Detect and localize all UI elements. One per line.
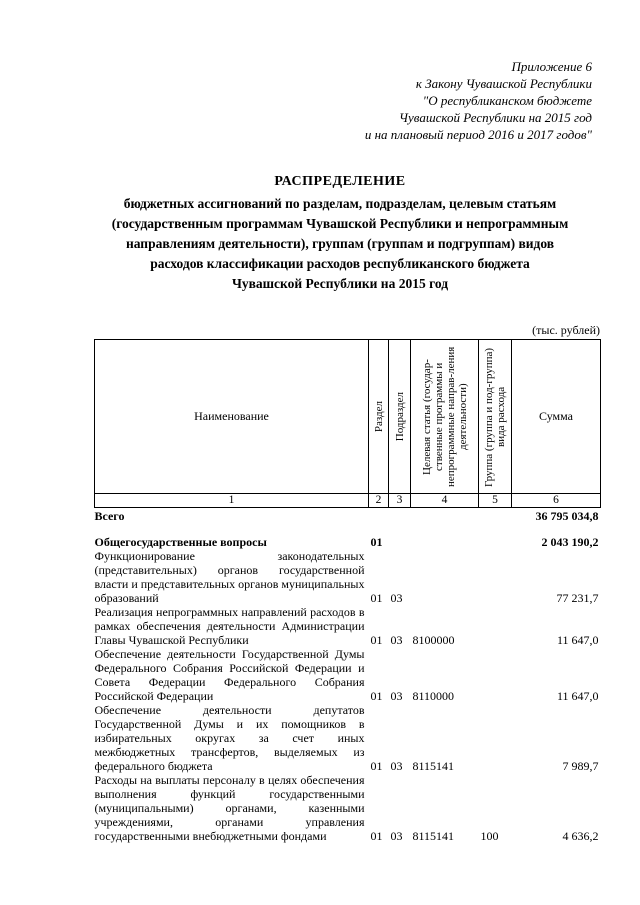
appendix-line: "О республиканском бюджете — [422, 93, 592, 108]
row-podrazdel: 03 — [390, 829, 403, 843]
row-name: Обеспечение деятельности депутатов Государственной Думы и их помощников в избирательных округах за счет иных межбюджетных трансфертов, выделяемых из федерального бюджета — [94, 703, 365, 773]
subtitle-line: (государственным программам Чувашской Республики и непрограммным — [111, 216, 569, 231]
row-razdel: 01 — [370, 829, 383, 843]
row-target: 8110000 — [412, 689, 455, 703]
row-podrazdel: 03 — [390, 591, 403, 605]
table-row — [95, 703, 601, 773]
row-name: Обеспечение деятельности Государственной Думы Федерального Собрания Российской Федерации и Совета Федерации Федерального Собрания Российской Федерации — [94, 647, 365, 703]
row-podrazdel: 03 — [390, 759, 403, 773]
table-row — [95, 647, 601, 703]
header-group: Группа (группа и под-группа) вида расхода — [479, 340, 512, 494]
header-row — [95, 340, 601, 494]
table-row — [95, 773, 601, 843]
column-number: 2 — [369, 494, 389, 508]
appendix-note — [292, 58, 592, 143]
units-label: (тыс. рублей) — [532, 323, 600, 337]
column-number: 4 — [411, 494, 479, 508]
row-razdel: 01 — [370, 633, 383, 647]
column-number: 3 — [389, 494, 411, 508]
row-sum: 7 989,7 — [562, 759, 599, 773]
column-number: 6 — [512, 494, 601, 508]
row-razdel: 01 — [370, 591, 383, 605]
appendix-line: Чувашской Республики на 2015 год — [399, 110, 592, 125]
table-row — [95, 549, 601, 605]
header-subsection: Подраздел — [389, 340, 411, 494]
row-group — [479, 605, 512, 647]
row-group — [479, 549, 512, 605]
row-razdel: 01 — [370, 759, 383, 773]
column-number: 1 — [95, 494, 369, 508]
row-target: 8115141 — [412, 829, 455, 843]
row-name: Функционирование законодательных (представительных) органов государственной власти и представительных органов муниципальных образований — [94, 549, 365, 605]
column-number-row — [95, 494, 601, 508]
appendix-line: и на плановый период 2016 и 2017 годов" — [364, 127, 592, 142]
document-subtitle — [80, 194, 600, 294]
row-target: 8100000 — [412, 633, 455, 647]
table-row — [95, 605, 601, 647]
section-label: Общегосударственные вопросы — [94, 535, 267, 549]
row-sum: 11 647,0 — [556, 633, 599, 647]
total-sum: 36 795 034,8 — [535, 509, 599, 523]
header-sum: Сумма — [512, 340, 601, 494]
row-sum: 77 231,7 — [556, 591, 599, 605]
header-section: Раздел — [369, 340, 389, 494]
subtitle-line: Чувашской Республики на 2015 год — [231, 276, 449, 291]
appendix-line: Приложение 6 — [511, 59, 592, 74]
header-target: Целевая статья (государ-ственные программы и непрограммные направ-ления деятельности) — [411, 340, 479, 494]
row-group — [479, 703, 512, 773]
row-group: 100 — [480, 829, 499, 843]
section-razdel: 01 — [370, 535, 383, 549]
row-sum: 4 636,2 — [562, 829, 599, 843]
row-target: 8115141 — [412, 759, 455, 773]
row-podrazdel: 03 — [390, 633, 403, 647]
section-sum: 2 043 190,2 — [541, 535, 599, 549]
row-sum: 11 647,0 — [556, 689, 599, 703]
document-title: РАСПРЕДЕЛЕНИЕ — [274, 174, 406, 189]
column-number: 5 — [479, 494, 512, 508]
row-name: Реализация непрограммных направлений расходов в рамках обеспечения деятельности Администрации Главы Чувашской Республики — [94, 605, 365, 647]
row-razdel: 01 — [370, 689, 383, 703]
budget-table — [94, 339, 601, 843]
row-podrazdel: 03 — [390, 689, 403, 703]
appendix-line: к Закону Чувашской Республики — [415, 76, 592, 91]
header-name: Наименование — [95, 340, 369, 494]
total-label: Всего — [94, 509, 125, 523]
section-row — [95, 535, 601, 549]
row-target — [411, 549, 479, 605]
row-group — [479, 647, 512, 703]
subtitle-line: бюджетных ассигнований по разделам, подразделам, целевым статьям — [123, 196, 557, 211]
subtitle-line: направлениям деятельности), группам (группам и подгруппам) видов — [125, 236, 555, 251]
row-name: Расходы на выплаты персоналу в целях обеспечения выполнения функций государственными (муниципальными) органами, казенными учреждениями, органами управления государственными внебюджетными фондами — [94, 773, 365, 843]
total-row — [95, 508, 601, 524]
subtitle-line: расходов классификации расходов республиканского бюджета — [150, 256, 530, 271]
